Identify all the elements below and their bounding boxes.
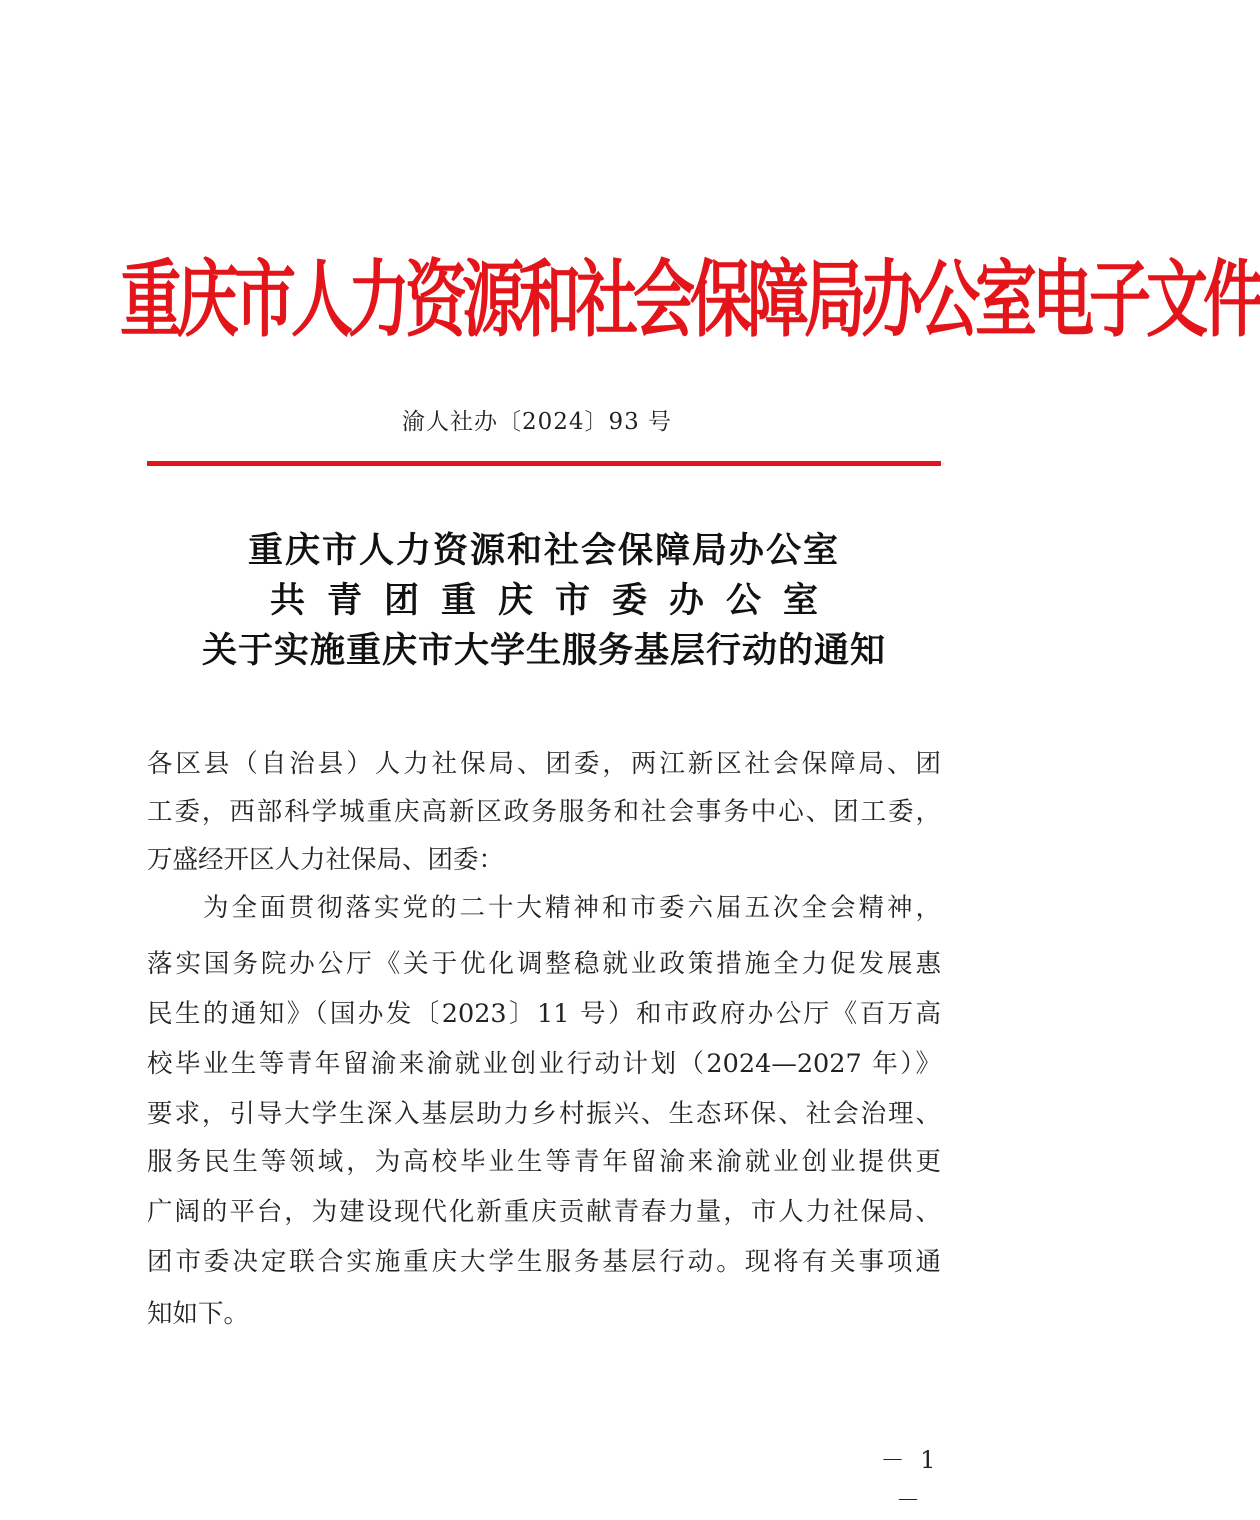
title-line-2: 共青团重庆市委办公室 xyxy=(269,580,840,621)
paragraph-line: 为全面贯彻落实党的二十大精神和市委六届五次全会精神， xyxy=(203,893,941,923)
page-number: － 1 － xyxy=(880,1446,940,1514)
issuer-masthead: 重庆市人力资源和社会保障局办公室电子文件 xyxy=(120,250,1260,349)
paragraph-line: 服务民生等领域，为高校毕业生等青年留渝来渝就业创业提供更 xyxy=(147,1147,941,1177)
paragraph-line: 校毕业生等青年留渝来渝就业创业行动计划（2024—2027 年）》 xyxy=(147,1049,941,1079)
paragraph-line: 团市委决定联合实施重庆大学生服务基层行动。现将有关事项通 xyxy=(147,1247,941,1277)
salutation-line: 万盛经开区人力社保局、团委： xyxy=(147,845,505,875)
paragraph-line: 知如下。 xyxy=(147,1299,250,1329)
paragraph-line: 广阔的平台，为建设现代化新重庆贡献青春力量，市人力社保局、 xyxy=(147,1197,941,1227)
paragraph-line: 要求，引导大学生深入基层助力乡村振兴、生态环保、社会治理、 xyxy=(147,1099,941,1129)
title-line-3: 关于实施重庆市大学生服务基层行动的通知 xyxy=(201,630,886,671)
document-number: 渝人社办〔2024〕93 号 xyxy=(401,409,673,435)
red-divider-line xyxy=(147,461,941,466)
paragraph-line: 落实国务院办公厅《关于优化调整稳就业政策措施全力促发展惠 xyxy=(147,949,941,979)
paragraph-line: 民生的通知》（国办发〔2023〕11 号）和市政府办公厅《百万高 xyxy=(147,999,941,1029)
salutation-line: 工委，西部科学城重庆高新区政务服务和社会事务中心、团工委， xyxy=(147,797,941,827)
title-line-1: 重庆市人力资源和社会保障局办公室 xyxy=(247,530,840,571)
salutation-line: 各区县（自治县）人力社保局、团委，两江新区社会保障局、团 xyxy=(147,749,941,779)
